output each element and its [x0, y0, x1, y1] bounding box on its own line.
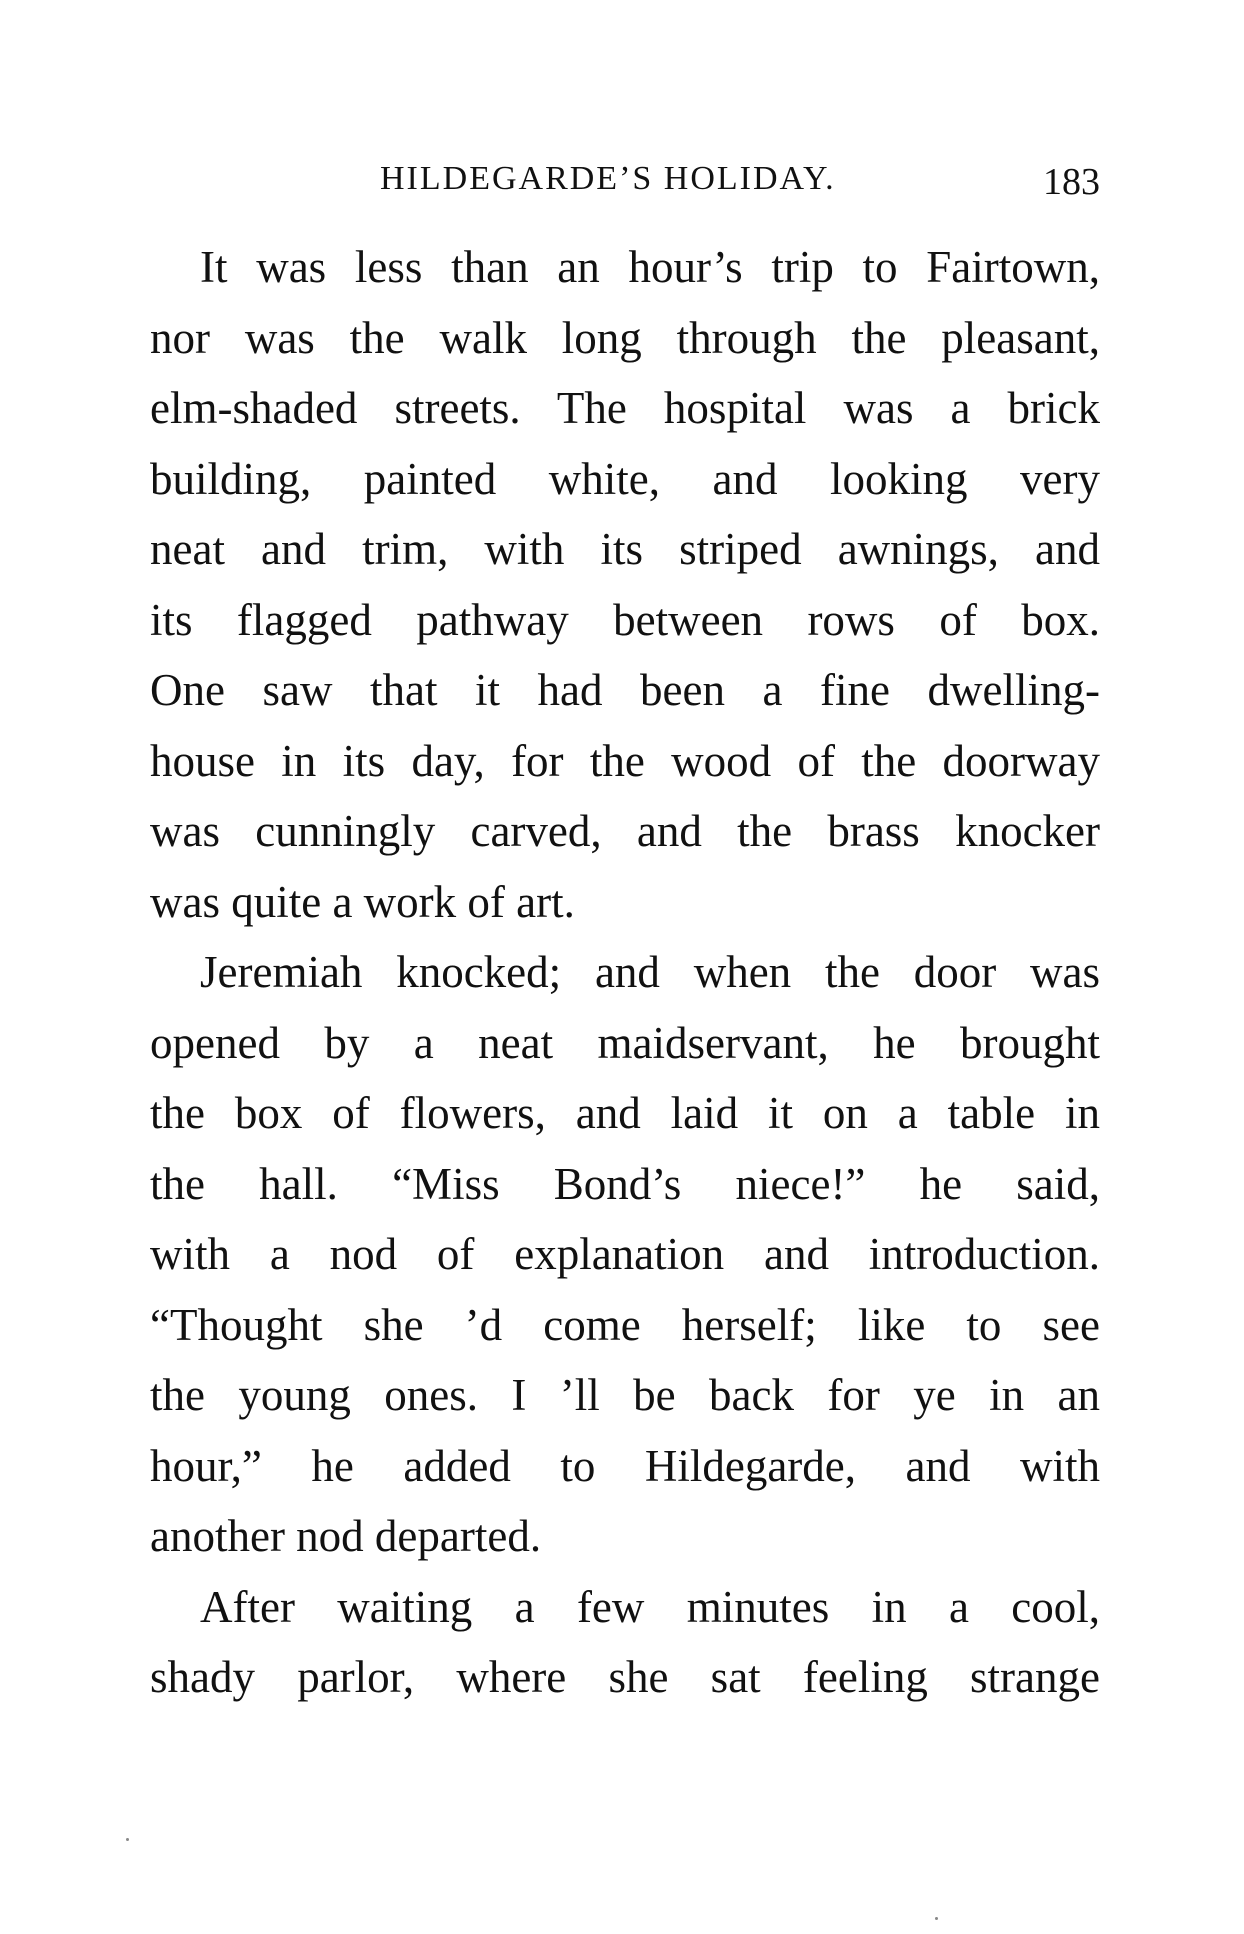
- paragraph-1: [150, 232, 1100, 937]
- text-line: the young ones. I ’ll be back for ye in an: [150, 1370, 1100, 1420]
- text-line: was cunningly carved, and the brass knocker: [150, 806, 1100, 856]
- text-line: was quite a work of art.: [150, 876, 575, 927]
- paragraph-3: [150, 1572, 1100, 1713]
- paragraph-2: [150, 937, 1100, 1572]
- text-line: nor was the walk long through the pleasant,: [150, 312, 1100, 363]
- text-line: It was less than an hour’s trip to Fairtown,: [200, 242, 1100, 292]
- paper-speck: [935, 1917, 938, 1920]
- text-line: hour,” he added to Hildegarde, and with: [150, 1440, 1100, 1491]
- text-line: building, painted white, and looking very: [150, 453, 1100, 504]
- text-line: After waiting a few minutes in a cool,: [200, 1581, 1100, 1632]
- text-line: the hall. “Miss Bond’s niece!” he said,: [150, 1158, 1100, 1209]
- text-line: the box of flowers, and laid it on a table in: [150, 1088, 1100, 1138]
- running-head: [150, 160, 1100, 210]
- text-line: One saw that it had been a fine dwelling-: [150, 665, 1100, 715]
- text-line: shady parlor, where she sat feeling strange: [150, 1652, 1100, 1702]
- page-number: 183: [1043, 161, 1100, 203]
- text-line: “Thought she ’d come herself; like to see: [150, 1299, 1100, 1350]
- text-line: its flagged pathway between rows of box.: [150, 594, 1100, 645]
- body-text: [150, 232, 1100, 1713]
- text-line: with a nod of explanation and introduction.: [150, 1229, 1100, 1279]
- text-line: neat and trim, with its striped awnings, and: [150, 524, 1100, 574]
- text-line: house in its day, for the wood of the doorway: [150, 735, 1100, 786]
- text-line: another nod departed.: [150, 1511, 542, 1561]
- text-line: Jeremiah knocked; and when the door was: [200, 947, 1100, 997]
- paper-speck: [126, 1838, 129, 1841]
- running-title: HILDEGARDE’S HOLIDAY.: [380, 160, 836, 197]
- text-line: opened by a neat maidservant, he brought: [150, 1017, 1100, 1068]
- text-line: elm-shaded streets. The hospital was a brick: [150, 383, 1100, 433]
